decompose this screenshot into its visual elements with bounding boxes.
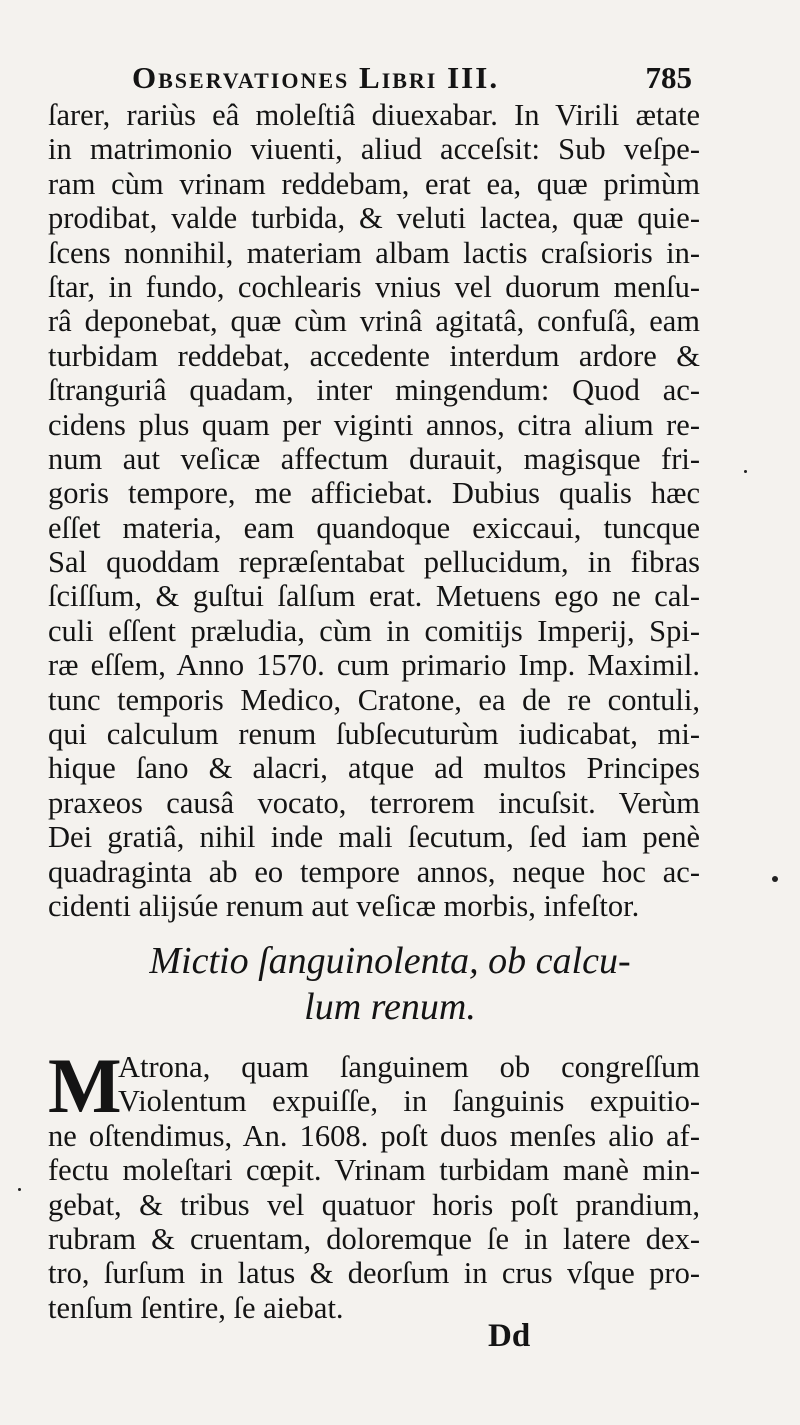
text-line: ſtar, in fundo, cochlearis vnius vel duorum menſu-	[48, 269, 700, 304]
text-line: ne oſtendimus, An. 1608. poſt duos menſes alio af-	[48, 1118, 700, 1153]
text-line: gebat, & tribus vel quatuor horis poſt prandium,	[48, 1187, 700, 1222]
text-line: Dei gratiâ, nihil inde mali ſecutum, ſed iam penè	[48, 820, 700, 855]
running-head: Observationes Libri III.	[132, 60, 500, 95]
heading-line: lum renum.	[304, 986, 476, 1028]
drop-cap: M	[48, 1042, 122, 1129]
text-line: ram cùm vrinam reddebam, erat ea, quæ primùm	[48, 166, 700, 201]
text-line: ſcens nonnihil, materiam albam lactis craſsioris in-	[48, 235, 700, 270]
page-number: 785	[645, 60, 692, 95]
text-line: turbidam reddebat, accedente interdum ardore &	[48, 338, 700, 373]
text-line: hique ſano & alacri, atque ad multos Principes	[48, 751, 700, 786]
text-line: praxeos causâ vocato, terrorem incuſsit. Verùm	[48, 785, 700, 820]
ink-speck	[18, 1188, 21, 1191]
text-line: prodibat, valde turbida, & veluti lactea, quæ quie-	[48, 201, 700, 236]
ink-speck	[744, 470, 747, 473]
page-header	[132, 46, 692, 96]
paragraph-2	[48, 1042, 700, 1325]
text-line: cidenti alijsúe renum aut veſicæ morbis, infeſtor.	[48, 888, 640, 923]
text-line: in matrimonio viuenti, aliud acceſsit: Sub veſpe-	[48, 132, 700, 167]
text-line: qui calculum renum ſubſecuturùm iudicabat, mi-	[48, 717, 700, 752]
text-line: Violentum expuiſſe, in ſanguinis expuitio-	[118, 1084, 700, 1119]
text-line: goris tempore, me afficiebat. Dubius qualis hæc	[48, 476, 700, 511]
text-line: culi eſſent præludia, cùm in comitijs Imperij, Spi-	[48, 613, 700, 648]
text-line: eſſet materia, eam quandoque exiccaui, tuncque	[48, 510, 700, 545]
ink-speck	[772, 876, 778, 882]
section-heading	[110, 938, 670, 1030]
text-line: tro, ſurſum in latus & deorſum in crus vſque pro-	[48, 1256, 700, 1291]
paragraph-1	[48, 98, 700, 923]
catchword: Dd	[488, 1318, 531, 1354]
text-line: Sal quoddam repræſentabat pellucidum, in fibras	[48, 545, 700, 580]
heading-line: Mictio ſanguinolenta, ob calcu-	[149, 940, 631, 982]
text-line: ſtranguriâ quadam, inter mingendum: Quod ac-	[48, 373, 700, 408]
text-line: ſciſſum, & guſtui ſalſum erat. Metuens ego ne cal-	[48, 579, 700, 614]
text-line: râ deponebat, quæ cùm vrinâ agitatâ, confuſâ, eam	[48, 304, 700, 339]
text-line: ræ eſſem, Anno 1570. cum primario Imp. Maximil.	[48, 648, 700, 683]
text-line: Atrona, quam ſanguinem ob congreſſum	[118, 1050, 700, 1084]
text-line: rubram & cruentam, doloremque ſe in latere dex-	[48, 1221, 700, 1256]
text-line: num aut veſicæ affectum durauit, magisque fri-	[48, 441, 700, 476]
text-line: quadraginta ab eo tempore annos, neque hoc ac-	[48, 854, 700, 889]
text-line: tunc temporis Medico, Cratone, ea de re contuli,	[48, 682, 700, 717]
text-line: tenſum ſentire, ſe aiebat.	[48, 1290, 344, 1325]
text-line: ſarer, rariùs eâ moleſtiâ diuexabar. In Virili ætate	[48, 98, 700, 132]
text-line: cidens plus quam per viginti annos, citra alium re-	[48, 407, 700, 442]
text-line: fectu moleſtari cœpit. Vrinam turbidam manè min-	[48, 1153, 700, 1188]
